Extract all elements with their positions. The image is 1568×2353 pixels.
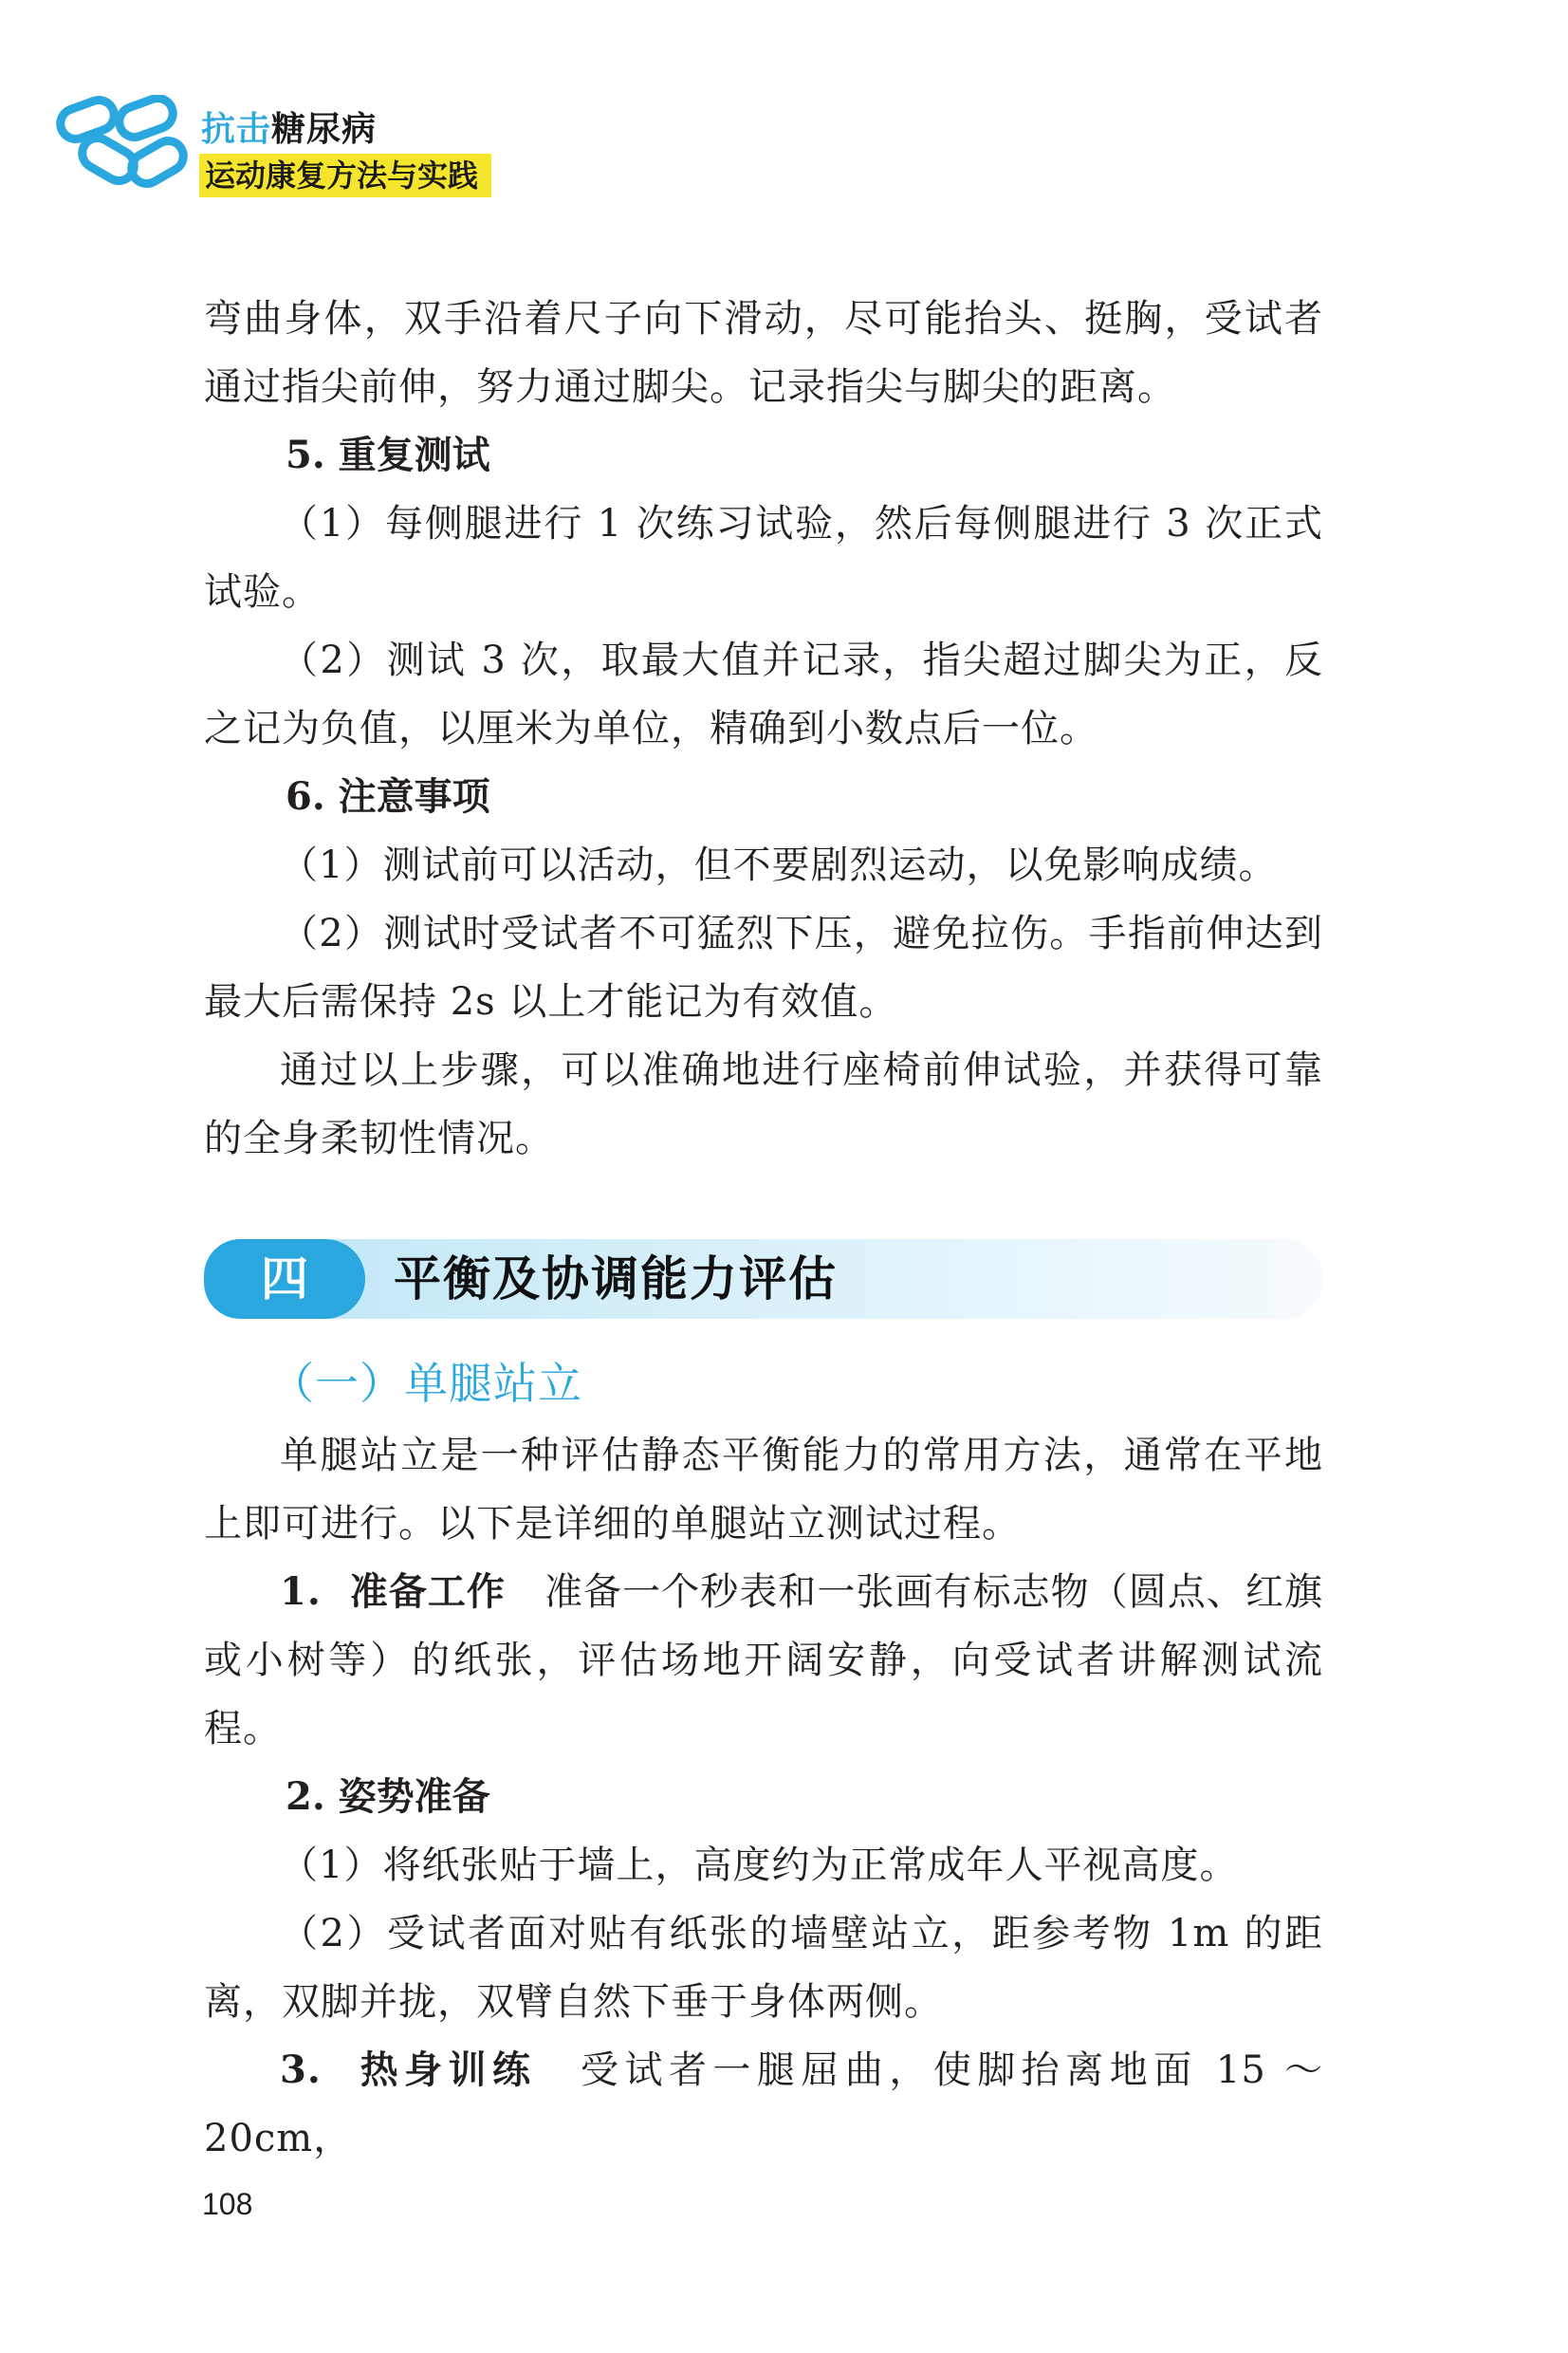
section-number: 四 bbox=[204, 1239, 365, 1319]
numbered-subheading: 5. 重复测试 bbox=[286, 433, 490, 477]
run-in-text: 受试者一腿屈曲，使脚抬离地面 15 ～ 20cm， bbox=[204, 2048, 1337, 2160]
run-in-heading: 1. 准备工作 bbox=[280, 1569, 506, 1614]
body-paragraph: （1）测试前可以活动，但不要剧烈运动，以免影响成绩。 bbox=[280, 843, 1278, 887]
body-top bbox=[204, 285, 1323, 1173]
page-content bbox=[204, 285, 1337, 2173]
book-title bbox=[201, 102, 377, 151]
book-subtitle: 运动康复方法与实践 bbox=[199, 154, 491, 197]
body-paragraph: （1）每侧腿进行 1 次练习试验，然后每侧腿进行 3 次正式试验。 bbox=[204, 502, 1323, 614]
book-title-rest: 糖尿病 bbox=[271, 110, 378, 149]
body-paragraph: 单腿站立是一种评估静态平衡能力的常用方法，通常在平地上即可进行。以下是详细的单腿站立测试过程。 bbox=[204, 1434, 1323, 1546]
page-number: 108 bbox=[202, 2187, 253, 2221]
numbered-paragraph bbox=[204, 2036, 1337, 2173]
subsection-title: （一）单腿站立 bbox=[270, 1358, 582, 1409]
section-title: 平衡及协调能力评估 bbox=[394, 1251, 838, 1306]
body-paragraph: （2）测试时受试者不可猛烈下压，避免拉伤。手指前伸达到最大后需保持 2s 以上才能记为有效值。 bbox=[204, 912, 1323, 1024]
numbered-subheading: 2. 姿势准备 bbox=[286, 1774, 490, 1819]
body-paragraph: 通过以上步骤，可以准确地进行座椅前伸试验，并获得可靠的全身柔韧性情况。 bbox=[204, 1048, 1323, 1160]
capsule-pill-logo-icon bbox=[52, 95, 213, 199]
numbered-paragraph bbox=[204, 1558, 1323, 1763]
body-paragraph: （2）受试者面对贴有纸张的墙壁站立，距参考物 1m 的距离，双脚并拢，双臂自然下垂于身体两侧。 bbox=[204, 1912, 1323, 2024]
body-paragraph: 弯曲身体，双手沿着尺子向下滑动，尽可能抬头、挺胸，受试者通过指尖前伸，努力通过脚尖。记录指尖与脚尖的距离。 bbox=[204, 297, 1323, 409]
run-in-text: 准备一个秒表和一张画有标志物（圆点、红旗或小树等）的纸张，评估场地开阔安静，向受试者讲解测试流程。 bbox=[204, 1570, 1324, 1751]
section-banner bbox=[204, 1239, 1323, 1319]
body-paragraph: （1）将纸张贴于墙上，高度约为正常成年人平视高度。 bbox=[280, 1843, 1239, 1887]
body-bottom bbox=[204, 1421, 1337, 2173]
body-paragraph: （2）测试 3 次，取最大值并记录，指尖超过脚尖为正，反之记为负值，以厘米为单位，精确到小数点后一位。 bbox=[204, 639, 1323, 750]
numbered-subheading: 6. 注意事项 bbox=[286, 774, 490, 819]
run-in-heading: 3. 热身训练 bbox=[280, 2047, 537, 2092]
book-title-accent: 抗击 bbox=[201, 110, 272, 149]
